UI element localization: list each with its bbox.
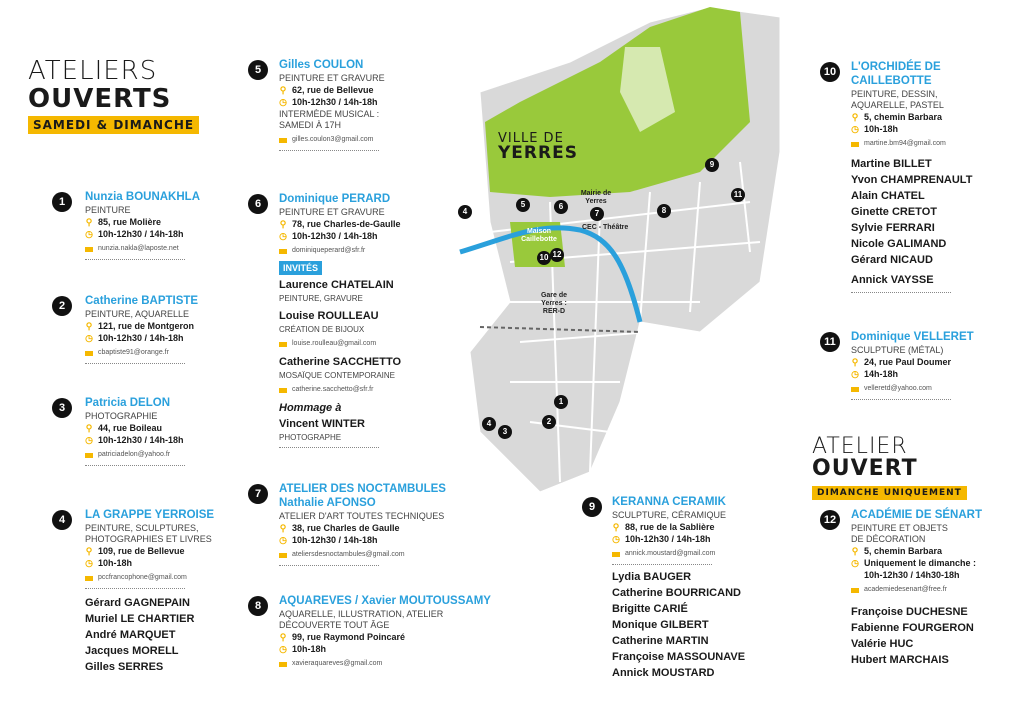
- entry-3[interactable]: [52, 396, 185, 466]
- mail-icon: [279, 249, 287, 254]
- member-name: Catherine MARTIN: [612, 635, 709, 647]
- clock-icon: ◷: [851, 558, 859, 568]
- map-marker-4a[interactable]: 4: [482, 417, 496, 431]
- entry-type: SCULPTURE, CÉRAMIQUE: [612, 510, 727, 520]
- member-name: Ginette CRETOT: [851, 206, 937, 218]
- entry-name: Gilles COULON: [279, 59, 364, 71]
- map-marker-3[interactable]: 3: [498, 425, 512, 439]
- entry-type: PEINTURE ET GRAVURE: [279, 207, 385, 217]
- entry-7[interactable]: [248, 482, 446, 566]
- entry-email[interactable]: pccfrancophone@gmail.com: [85, 572, 225, 584]
- entry-address: ⚲ 121, rue de Montgeron: [85, 321, 195, 331]
- entry-11[interactable]: [820, 330, 974, 400]
- entry-number: 11: [820, 332, 840, 352]
- hommage-name: Vincent WINTER: [279, 418, 365, 430]
- entry-address: ⚲ 78, rue Charles-de-Gaulle: [279, 219, 401, 229]
- clock-icon: ◷: [85, 333, 93, 343]
- map-marker-10[interactable]: 10: [537, 251, 551, 265]
- entry-address: ⚲ 62, rue de Bellevue: [279, 85, 374, 95]
- divider: [85, 465, 185, 466]
- member-name: Gérard GAGNEPAIN: [85, 597, 190, 609]
- mail-icon: [612, 552, 620, 557]
- pin-icon: ⚲: [851, 357, 859, 367]
- entry-type: ATELIER D'ART TOUTES TECHNIQUES: [279, 511, 445, 521]
- sunday-title: [812, 436, 967, 500]
- pin-icon: ⚲: [279, 632, 287, 642]
- entry-name: Catherine BAPTISTE: [85, 295, 199, 307]
- clock-icon: ◷: [612, 534, 620, 544]
- member-name: Fabienne FOURGERON: [851, 622, 974, 634]
- entry-number: 10: [820, 62, 840, 82]
- entry-name: LA GRAPPE YERROISE: [85, 509, 215, 521]
- entry-name: Dominique PERARD: [279, 193, 391, 205]
- entry-hours: ◷ 10h-12h30 / 14h-18h: [279, 535, 378, 545]
- entry-type: PEINTURE, SCULPTURES, PHOTOGRAPHIES ET LIVRES: [85, 523, 212, 544]
- entry-number: 9: [582, 497, 602, 517]
- mail-icon: [85, 453, 93, 458]
- entry-name-secondary: CAILLEBOTTE: [851, 75, 932, 87]
- entry-hours-note: ◷ Uniquement le dimanche :: [851, 558, 977, 568]
- member-name: Catherine BOURRICAND: [612, 587, 741, 599]
- title-line1: ATELIERS: [28, 56, 158, 86]
- member-name: Gilles SERRES: [85, 661, 164, 673]
- entry-name: ATELIER DES NOCTAMBULES: [279, 483, 446, 495]
- member-name: Martine BILLET: [851, 158, 932, 170]
- entry-12[interactable]: [820, 508, 982, 668]
- entry-hours: ◷ 10h-18h: [851, 124, 899, 134]
- map-marker-9[interactable]: 9: [705, 158, 719, 172]
- member-name: Françoise MASSOUNAVE: [612, 651, 746, 663]
- entry-extra: INTERMÈDE MUSICAL : SAMEDI À 17H: [279, 109, 380, 130]
- map-marker-4b[interactable]: 4: [458, 205, 472, 219]
- member-name: Jacques MORELL: [85, 645, 179, 657]
- entry-type: PEINTURE, AQUARELLE: [85, 309, 190, 319]
- map-marker-11[interactable]: 11: [731, 188, 745, 202]
- entry-name: Nunzia BOUNAKHLA: [85, 191, 200, 203]
- member-name: Brigitte CARIÉ: [612, 603, 688, 615]
- entry-number: 5: [248, 60, 268, 80]
- divider: [851, 399, 951, 400]
- map-label-cec: CEC - Théâtre: [582, 224, 629, 231]
- member-name: Monique GILBERT: [612, 619, 709, 631]
- sunday-title-line1: ATELIER: [812, 434, 908, 459]
- entry-10[interactable]: [820, 60, 972, 293]
- entry-email[interactable]: academiedesenart@free.fr: [851, 584, 982, 596]
- title-line2: OUVERTS: [28, 84, 172, 114]
- pin-icon: ⚲: [279, 523, 287, 533]
- sunday-title-line2: OUVERT: [812, 456, 918, 481]
- guest-type: MOSAÏQUE CONTEMPORAINE: [279, 371, 396, 380]
- map-label-maison: Maison Caillebotte: [521, 228, 557, 243]
- mail-icon: [85, 576, 93, 581]
- entry-hours: ◷ 14h-18h: [851, 369, 899, 379]
- entry-type: SCULPTURE (MÉTAL): [851, 345, 944, 355]
- entry-email[interactable]: ateliersdesnoctambules@gmail.com: [279, 549, 446, 561]
- clock-icon: ◷: [85, 229, 93, 239]
- divider: [612, 564, 712, 565]
- entry-address: ⚲ 109, rue de Bellevue: [85, 546, 185, 556]
- town-map[interactable]: [450, 2, 790, 512]
- entry-email[interactable]: patriciadelon@yahoo.fr: [85, 449, 185, 461]
- main-title: [28, 58, 199, 134]
- member-name: Yvon CHAMPRENAULT: [851, 174, 973, 186]
- entry-hours: ◷ 10h-18h: [279, 644, 327, 654]
- entry-5[interactable]: [248, 58, 389, 151]
- entry-name-secondary: Nathalie AFONSO: [279, 497, 376, 509]
- mail-icon: [279, 553, 287, 558]
- entry-email[interactable]: xavieraquareves@gmail.com: [279, 658, 491, 670]
- entry-name: AQUAREVES / Xavier MOUTOUSSAMY: [279, 595, 491, 607]
- map-marker-8[interactable]: 8: [657, 204, 671, 218]
- map-marker-6[interactable]: 6: [554, 200, 568, 214]
- clock-icon: ◷: [279, 535, 287, 545]
- member-name: Muriel LE CHARTIER: [85, 613, 195, 625]
- member-name: Alain CHATEL: [851, 190, 925, 202]
- entry-address: ⚲ 85, rue Molière: [85, 217, 162, 227]
- title-banner: SAMEDI & DIMANCHE: [28, 116, 199, 134]
- clock-icon: ◷: [851, 369, 859, 379]
- entry-type: PEINTURE: [85, 205, 131, 215]
- member-name: Sylvie FERRARI: [851, 222, 935, 234]
- mail-icon: [85, 247, 93, 252]
- entry-type: PHOTOGRAPHIE: [85, 411, 158, 421]
- member-name: Gérard NICAUD: [851, 254, 933, 266]
- entry-number: 2: [52, 296, 72, 316]
- map-marker-7[interactable]: 7: [590, 207, 604, 221]
- entry-hours: ◷ 10h-12h30 / 14h-18h: [279, 231, 378, 241]
- guest-name: Louise ROULLEAU: [279, 310, 379, 322]
- map-marker-1[interactable]: 1: [554, 395, 568, 409]
- entry-number: 6: [248, 194, 268, 214]
- entry-hours: ◷ 10h-12h30 / 14h-18h: [85, 435, 184, 445]
- divider: [279, 447, 379, 448]
- entry-name: KERANNA CERAMIK: [612, 496, 726, 508]
- entry-number: 3: [52, 398, 72, 418]
- town-label: [498, 132, 578, 162]
- sunday-banner: DIMANCHE UNIQUEMENT: [812, 486, 967, 500]
- pin-icon: ⚲: [85, 321, 93, 331]
- entry-type: PEINTURE, DESSIN, AQUARELLE, PASTEL: [851, 89, 944, 110]
- entry-name: Patricia DELON: [85, 397, 170, 409]
- pin-icon: ⚲: [851, 546, 859, 556]
- pin-icon: ⚲: [612, 522, 620, 532]
- entry-address: ⚲ 44, rue Boileau: [85, 423, 163, 433]
- entry-hours: ◷ 10h-12h30 / 14h-18h: [612, 534, 711, 544]
- clock-icon: ◷: [85, 558, 93, 568]
- divider: [279, 150, 379, 151]
- clock-icon: ◷: [851, 124, 859, 134]
- entry-hours: ◷ 10h-12h30 / 14h-18h: [279, 97, 378, 107]
- entry-type: AQUARELLE, ILLUSTRATION, ATELIER DÉCOUVERTE TOUT ÂGE: [279, 609, 444, 630]
- entry-number: 8: [248, 596, 268, 616]
- mail-icon: [279, 388, 287, 393]
- clock-icon: ◷: [85, 435, 93, 445]
- divider: [851, 292, 951, 293]
- guest-email[interactable]: louise.roulleau@gmail.com: [279, 338, 401, 350]
- guest-email[interactable]: catherine.sacchetto@sfr.fr: [279, 384, 401, 396]
- member-name: Françoise DUCHESNE: [851, 606, 968, 618]
- divider: [85, 363, 185, 364]
- entry-hours: 10h-12h30 / 14h30-18h: [864, 570, 960, 580]
- pin-icon: ⚲: [279, 85, 287, 95]
- guest-name: Catherine SACCHETTO: [279, 356, 402, 368]
- entry-email[interactable]: martine.bm94@gmail.com: [851, 138, 972, 150]
- entry-name: ACADÉMIE DE SÉNART: [851, 509, 982, 521]
- pin-icon: ⚲: [851, 112, 859, 122]
- divider: [279, 565, 379, 566]
- pin-icon: ⚲: [85, 423, 93, 433]
- mail-icon: [851, 142, 859, 147]
- map-label-mairie: Mairie de Yerres: [580, 190, 612, 205]
- mail-icon: [279, 662, 287, 667]
- guest-type: CRÉATION DE BIJOUX: [279, 325, 365, 334]
- member-name: Lydia BAUGER: [612, 571, 692, 583]
- map-marker-5[interactable]: 5: [516, 198, 530, 212]
- entry-2[interactable]: [52, 294, 198, 364]
- entry-hours: ◷ 10h-12h30 / 14h-18h: [85, 333, 184, 343]
- member-name: Nicole GALIMAND: [851, 238, 947, 250]
- divider: [85, 259, 185, 260]
- entry-address: ⚲ 5, chemin Barbara: [851, 546, 943, 556]
- member-name: Valérie HUC: [851, 638, 914, 650]
- entry-hours: ◷ 10h-12h30 / 14h-18h: [85, 229, 184, 239]
- guest-name: Laurence CHATELAIN: [279, 279, 394, 291]
- entry-number: 4: [52, 510, 72, 530]
- mail-icon: [279, 138, 287, 143]
- entry-hours: ◷ 10h-18h: [85, 558, 133, 568]
- member-name: Annick MOUSTARD: [612, 667, 715, 679]
- entry-9[interactable]: [582, 495, 745, 681]
- entry-email[interactable]: nunzia.nakla@laposte.net: [85, 243, 200, 255]
- mail-icon: [279, 342, 287, 347]
- entry-8[interactable]: [248, 594, 491, 670]
- entry-address: ⚲ 38, rue Charles de Gaulle: [279, 523, 400, 533]
- mail-icon: [85, 351, 93, 356]
- hommage-label: Hommage à: [279, 402, 342, 414]
- entry-number: 1: [52, 192, 72, 212]
- entry-1[interactable]: [52, 190, 200, 260]
- map-marker-12[interactable]: 12: [550, 248, 564, 262]
- entry-number: 7: [248, 484, 268, 504]
- pin-icon: ⚲: [85, 546, 93, 556]
- entry-email[interactable]: annick.moustard@gmail.com: [612, 548, 745, 560]
- mail-icon: [851, 588, 859, 593]
- pin-icon: ⚲: [85, 217, 93, 227]
- hommage-type: PHOTOGRAPHE: [279, 433, 342, 442]
- member-name: Hubert MARCHAIS: [851, 654, 949, 666]
- clock-icon: ◷: [279, 97, 287, 107]
- clock-icon: ◷: [279, 231, 287, 241]
- clock-icon: ◷: [279, 644, 287, 654]
- pin-icon: ⚲: [279, 219, 287, 229]
- map-label-gare: Gare de Yerres : RER-D: [540, 292, 568, 315]
- entry-type: PEINTURE ET GRAVURE: [279, 73, 385, 83]
- entry-name: Dominique VELLERET: [851, 331, 974, 343]
- entry-type: PEINTURE ET OBJETS DE DÉCORATION: [851, 523, 948, 544]
- divider: [85, 588, 185, 589]
- mail-icon: [851, 387, 859, 392]
- map-marker-2[interactable]: 2: [542, 415, 556, 429]
- entry-email[interactable]: gilles.coulon3@gmail.com: [279, 134, 389, 146]
- entry-6[interactable]: [248, 192, 401, 448]
- member-name: André MARQUET: [85, 629, 176, 641]
- member-name: Annick VAYSSE: [851, 274, 934, 286]
- town-label-line2: YERRES: [498, 143, 578, 163]
- guest-type: PEINTURE, GRAVURE: [279, 294, 363, 303]
- entry-email[interactable]: velleretd@yahoo.com: [851, 383, 974, 395]
- invites-badge: INVITÉS: [279, 261, 322, 275]
- entry-name: L'ORCHIDÉE DE: [851, 61, 941, 73]
- entry-address: ⚲ 88, rue de la Sablière: [612, 522, 715, 532]
- entry-4[interactable]: [52, 508, 225, 675]
- entry-email[interactable]: cbaptiste91@orange.fr: [85, 347, 198, 359]
- entry-address: ⚲ 5, chemin Barbara: [851, 112, 943, 122]
- entry-address: ⚲ 24, rue Paul Doumer: [851, 357, 952, 367]
- entry-email[interactable]: dominiqueperard@sfr.fr: [279, 245, 401, 257]
- town-label-line1: VILLE DE: [498, 131, 564, 146]
- entry-address: ⚲ 99, rue Raymond Poincaré: [279, 632, 406, 642]
- entry-number: 12: [820, 510, 840, 530]
